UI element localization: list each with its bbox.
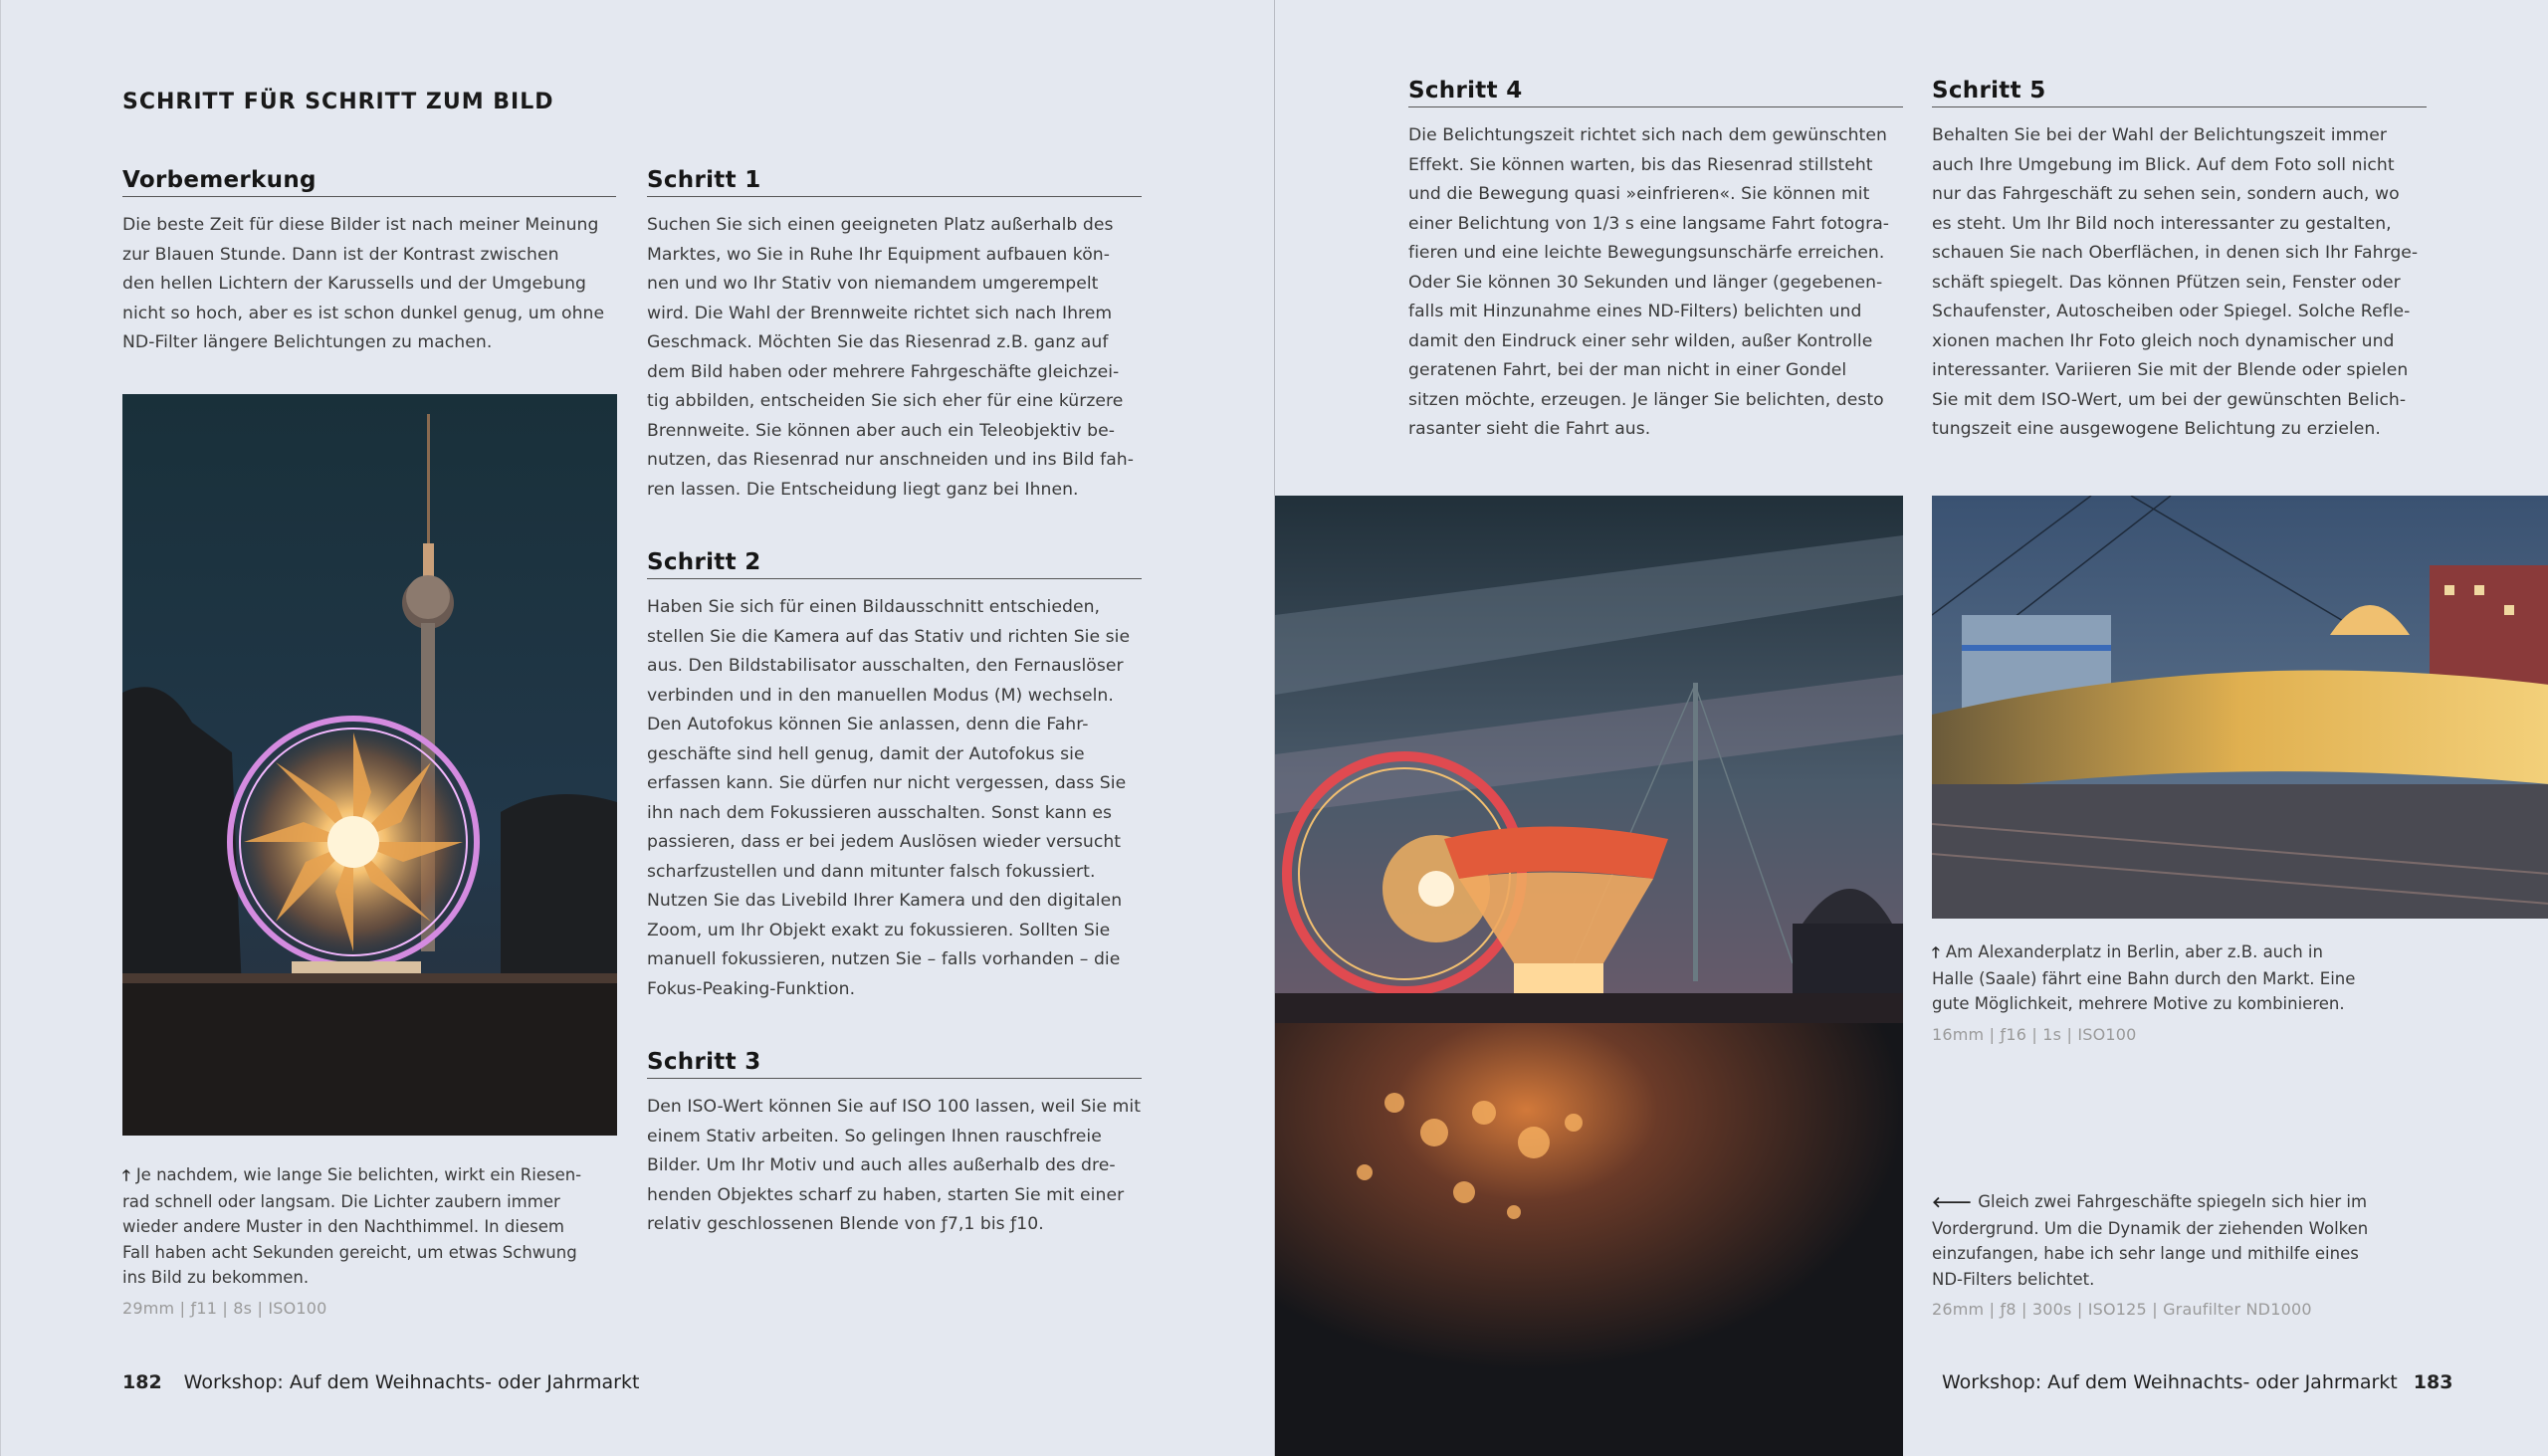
- text-line: xionen machen Ihr Foto gleich noch dynamischer und: [1932, 330, 2395, 351]
- left-caption-tech: 29mm | ƒ11 | 8s | ISO100: [122, 1298, 327, 1318]
- text-line: fieren und eine leichte Bewegungsunschärfe erreichen.: [1408, 243, 1885, 263]
- text-line: Zoom, um Ihr Objekt exakt zu fokussieren. Sollten Sie: [647, 920, 1111, 940]
- text-line: ihn nach dem Fokussieren ausschalten. Sonst kann es: [647, 802, 1113, 823]
- text-line: ND-Filter längere Belichtungen zu machen.: [122, 332, 493, 352]
- schritt-3-heading: Schritt 3: [647, 1049, 1142, 1079]
- text-line: schauen Sie nach Oberflächen, in denen sich Ihr Fahrge-: [1932, 243, 2419, 263]
- text-line: Bilder. Um Ihr Motiv und auch alles außerhalb des dre-: [647, 1155, 1116, 1175]
- text-line: und die Bewegung quasi »einfrieren«. Sie können mit: [1408, 184, 1870, 204]
- running-title-right: Workshop: Auf dem Weihnachts- oder Jahrmarkt: [1942, 1371, 2398, 1393]
- caption-tram-tech: 16mm | ƒ16 | 1s | ISO100: [1932, 1024, 2137, 1044]
- text-line: Brennweite. Sie können aber auch ein Teleobjektiv be-: [647, 420, 1115, 441]
- caption-line: Halle (Saale) fährt eine Bahn durch den Markt. Eine: [1932, 968, 2356, 988]
- arrow-up-icon: 🡑: [1932, 943, 1940, 961]
- text-line: passieren, dass er bei jedem Auslösen wieder versucht: [647, 832, 1122, 852]
- schritt-5-section: [1932, 78, 2427, 445]
- schritt-1-heading: Schritt 1: [647, 167, 1142, 197]
- text-line: es steht. Um Ihr Bild noch interessanter zu gestalten,: [1932, 213, 2392, 234]
- vorbemerkung-section: [122, 167, 616, 358]
- text-line: Den Autofokus können Sie anlassen, denn die Fahr-: [647, 715, 1089, 734]
- caption-line: ND-Filters belichtet.: [1932, 1269, 2095, 1289]
- caption-line: Je nachdem, wie lange Sie belichten, wirkt ein Riesen-: [135, 1165, 582, 1184]
- arrow-left-icon: 🡐: [1932, 1193, 1973, 1211]
- schritt-1-text: [647, 211, 1142, 505]
- schritt-5-heading: Schritt 5: [1932, 78, 2427, 107]
- schritt-3-text: [647, 1093, 1142, 1240]
- caption-line: wieder andere Muster in den Nachthimmel. In diesem: [122, 1217, 564, 1236]
- text-line: Sie mit dem ISO-Wert, um bei der gewünschten Belich-: [1932, 389, 2407, 410]
- section-title: SCHRITT FÜR SCHRITT ZUM BILD: [122, 90, 554, 114]
- text-line: Die beste Zeit für diese Bilder ist nach meiner Meinung: [122, 215, 599, 235]
- text-line: sitzen möchte, erzeugen. Je länger Sie belichten, desto: [1408, 389, 1884, 410]
- text-line: Haben Sie sich für einen Bildausschnitt entschieden,: [647, 597, 1101, 617]
- text-line: wird. Die Wahl der Brennweite richtet sich nach Ihrem: [647, 303, 1113, 323]
- text-line: dem Bild haben oder mehrere Fahrgeschäfte gleichzei-: [647, 361, 1120, 382]
- right-page: [1274, 0, 2548, 1456]
- text-line: Oder Sie können 30 Sekunden und länger (gegebenen-: [1408, 272, 1883, 293]
- text-line: Fokus-Peaking-Funktion.: [647, 978, 856, 999]
- text-line: Marktes, wo Sie in Ruhe Ihr Equipment aufbauen kön-: [647, 244, 1110, 265]
- schritt-4-section: [1408, 78, 1903, 445]
- text-line: rasanter sieht die Fahrt aus.: [1408, 419, 1651, 439]
- text-line: den hellen Lichtern der Karussells und der Umgebung: [122, 274, 586, 294]
- text-line: interessanter. Variieren Sie mit der Blende oder spielen: [1932, 360, 2409, 380]
- left-caption: [122, 1162, 620, 1318]
- text-line: geratenen Fahrt, bei der man nicht in einer Gondel: [1408, 360, 1847, 380]
- text-line: Schaufenster, Autoscheiben oder Spiegel. Solche Refle-: [1932, 302, 2411, 321]
- caption-line: einzufangen, habe ich sehr lange und mithilfe eines: [1932, 1244, 2359, 1263]
- caption-line: Am Alexanderplatz in Berlin, aber z.B. auch in: [1945, 942, 2323, 961]
- text-line: Suchen Sie sich einen geeigneten Platz außerhalb des: [647, 215, 1114, 235]
- caption-reflection-text: [1932, 1189, 2430, 1292]
- text-line: erfassen kann. Sie dürfen nur nicht vergessen, dass Sie: [647, 773, 1127, 793]
- running-title-left: Workshop: Auf dem Weihnachts- oder Jahrmarkt: [183, 1371, 640, 1393]
- text-line: Nutzen Sie das Livebild Ihrer Kamera und den digitalen: [647, 891, 1123, 911]
- left-caption-text: [122, 1162, 620, 1291]
- text-line: auch Ihre Umgebung im Blick. Auf dem Foto soll nicht: [1932, 154, 2395, 175]
- text-line: falls mit Hinzunahme eines ND-Filters) belichten und: [1408, 302, 1862, 321]
- vorbemerkung-heading: Vorbemerkung: [122, 167, 616, 197]
- schritt-5-text: [1932, 121, 2427, 445]
- schritt-1-section: [647, 167, 1142, 505]
- text-line: verbinden und in den manuellen Modus (M) wechseln.: [647, 685, 1114, 706]
- schritt-2-heading: Schritt 2: [647, 549, 1142, 579]
- text-line: einem Stativ arbeiten. So gelingen Ihnen rauschfreie: [647, 1126, 1102, 1146]
- schritt-4-heading: Schritt 4: [1408, 78, 1903, 107]
- text-line: Geschmack. Möchten Sie das Riesenrad z.B. ganz auf: [647, 332, 1109, 352]
- schritt-4-text: [1408, 121, 1903, 445]
- text-line: relativ geschlossenen Blende von ƒ7,1 bis ƒ10.: [647, 1214, 1044, 1234]
- caption-line: Gleich zwei Fahrgeschäfte spiegeln sich hier im: [1978, 1192, 2368, 1211]
- text-line: Effekt. Sie können warten, bis das Riesenrad stillsteht: [1408, 154, 1873, 175]
- caption-tram: [1932, 939, 2430, 1044]
- vorbemerkung-text: [122, 211, 616, 358]
- text-line: geschäfte sind hell genug, damit der Autofokus sie: [647, 743, 1085, 764]
- text-line: aus. Den Bildstabilisator ausschalten, den Fernauslöser: [647, 656, 1124, 676]
- text-line: nutzen, das Riesenrad nur anschneiden und ins Bild fah-: [647, 450, 1135, 470]
- text-line: stellen Sie die Kamera auf das Stativ und richten Sie sie: [647, 626, 1131, 647]
- left-footer: [122, 1371, 639, 1393]
- text-line: Behalten Sie bei der Wahl der Belichtungszeit immer: [1932, 125, 2387, 145]
- caption-tram-text: [1932, 939, 2430, 1017]
- schritt-3-section: [647, 1049, 1142, 1240]
- text-line: scharfzustellen und dann mitunter falsch fokussiert.: [647, 861, 1096, 882]
- caption-line: ins Bild zu bekommen.: [122, 1268, 310, 1287]
- photo-alexanderplatz-tram: [1932, 496, 2548, 919]
- text-line: damit den Eindruck einer sehr wilden, außer Kontrolle: [1408, 330, 1873, 351]
- photo-tv-tower-ferris-wheel: [122, 394, 617, 1136]
- section-title-block: [122, 90, 620, 114]
- text-line: henden Objektes scharf zu haben, starten Sie mit einer: [647, 1184, 1125, 1205]
- schritt-2-text: [647, 593, 1142, 1004]
- text-line: schäft spiegelt. Das können Pfützen sein, Fenster oder: [1932, 272, 2401, 293]
- text-line: tungszeit eine ausgewogene Belichtung zu erzielen.: [1932, 419, 2381, 439]
- page-number-right: 183: [2413, 1371, 2453, 1393]
- arrow-up-icon: 🡑: [122, 1166, 130, 1184]
- text-line: zur Blauen Stunde. Dann ist der Kontrast zwischen: [122, 244, 559, 265]
- text-line: Die Belichtungszeit richtet sich nach dem gewünschten: [1408, 125, 1887, 145]
- text-line: nur das Fahrgeschäft zu sehen sein, sondern auch, wo: [1932, 184, 2400, 204]
- text-line: ren lassen. Die Entscheidung liegt ganz bei Ihnen.: [647, 479, 1079, 500]
- photo-carousel-reflection: [1275, 496, 1903, 1456]
- text-line: nicht so hoch, aber es ist schon dunkel genug, um ohne: [122, 303, 605, 323]
- text-line: nen und wo Ihr Stativ von niemandem umgerempelt: [647, 274, 1099, 294]
- text-line: tig abbilden, entscheiden Sie sich eher für eine kürzere: [647, 391, 1124, 411]
- text-line: manuell fokussieren, nutzen Sie – falls vorhanden – die: [647, 949, 1121, 969]
- caption-line: rad schnell oder langsam. Die Lichter zaubern immer: [122, 1191, 560, 1211]
- schritt-2-section: [647, 549, 1142, 1004]
- caption-reflection: [1932, 1189, 2430, 1319]
- page-number-left: 182: [122, 1371, 162, 1393]
- text-line: Den ISO-Wert können Sie auf ISO 100 lassen, weil Sie mit: [647, 1097, 1141, 1117]
- caption-line: gute Möglichkeit, mehrere Motive zu kombinieren.: [1932, 994, 2345, 1013]
- caption-reflection-tech: 26mm | ƒ8 | 300s | ISO125 | Graufilter ND1000: [1932, 1300, 2312, 1319]
- text-line: einer Belichtung von 1/3 s eine langsame Fahrt fotogra-: [1408, 213, 1890, 234]
- caption-line: Vordergrund. Um die Dynamik der ziehenden Wolken: [1932, 1218, 2369, 1238]
- caption-line: Fall haben acht Sekunden gereicht, um etwas Schwung: [122, 1242, 577, 1262]
- right-footer: [1942, 1371, 2452, 1393]
